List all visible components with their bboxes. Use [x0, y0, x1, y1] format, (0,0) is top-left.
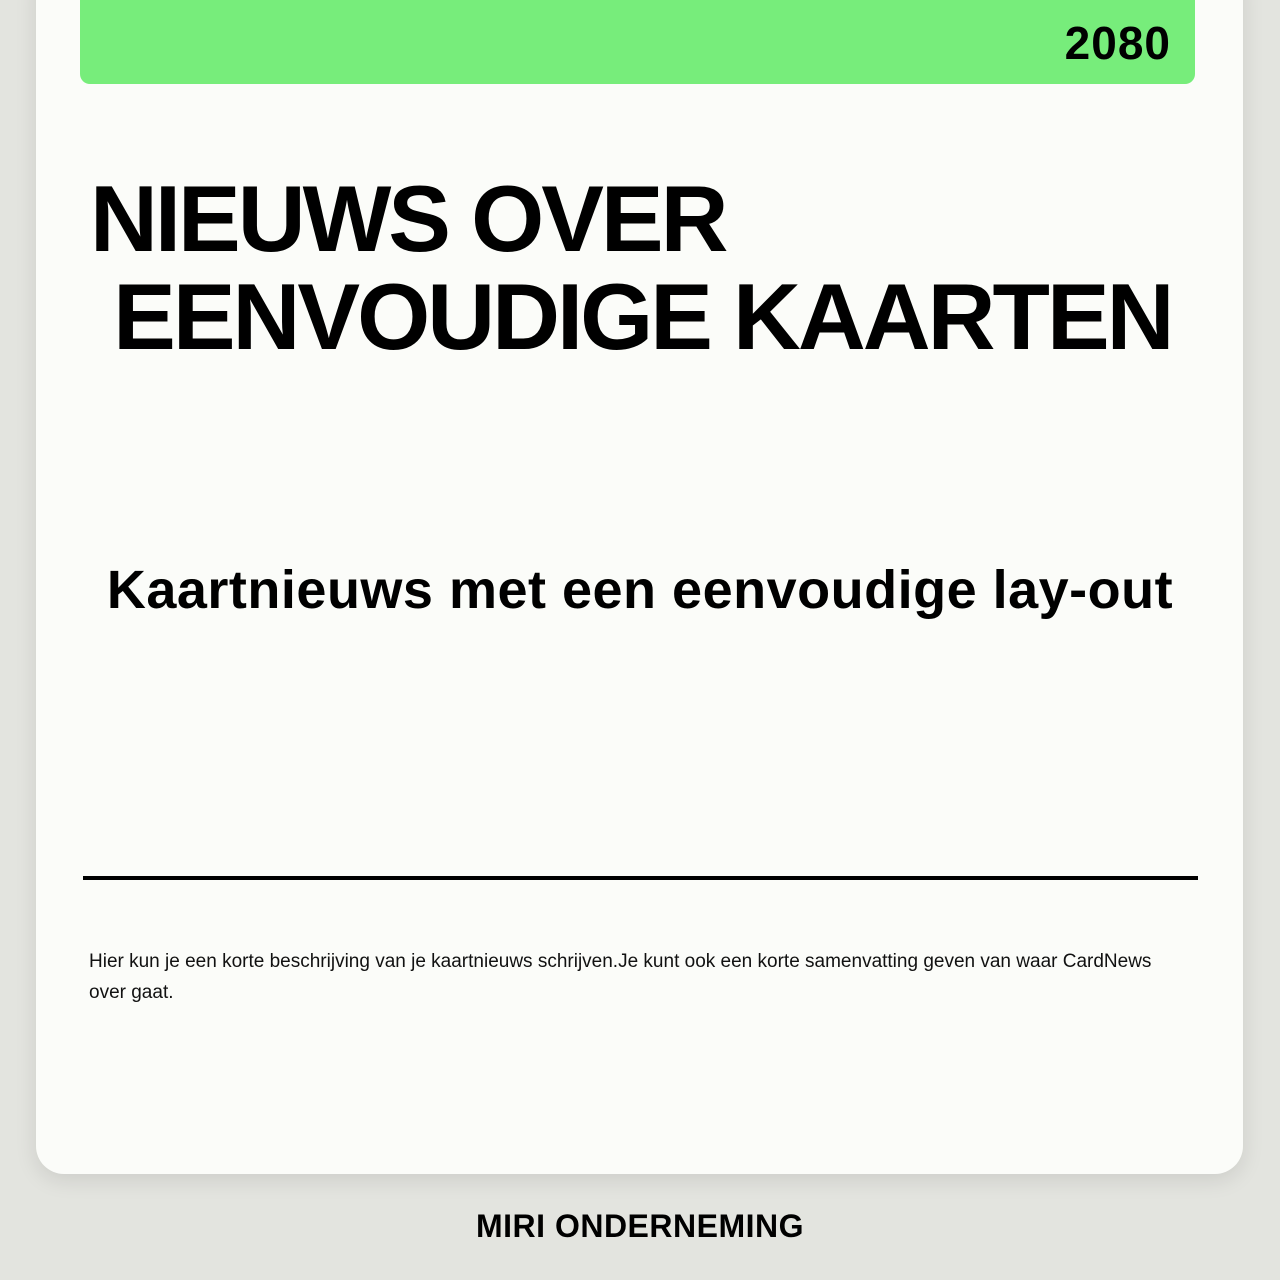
divider-line: [83, 876, 1198, 880]
year-label: 2080: [1064, 17, 1171, 69]
card-title: NIEUWS OVER EENVOUDIGE KAARTEN: [90, 166, 1172, 369]
card-description: Hier kun je een korte beschrijving van je kaartnieuws schrijven.Je kunt ook een korte samenvatting geven van waar CardNews over gaat.: [89, 951, 1152, 1003]
company-name: MIRI ONDERNEMING: [476, 1208, 804, 1244]
header-bar: [80, 0, 1195, 84]
card-subtitle: Kaartnieuws met een eenvoudige lay-out: [106, 560, 1174, 620]
